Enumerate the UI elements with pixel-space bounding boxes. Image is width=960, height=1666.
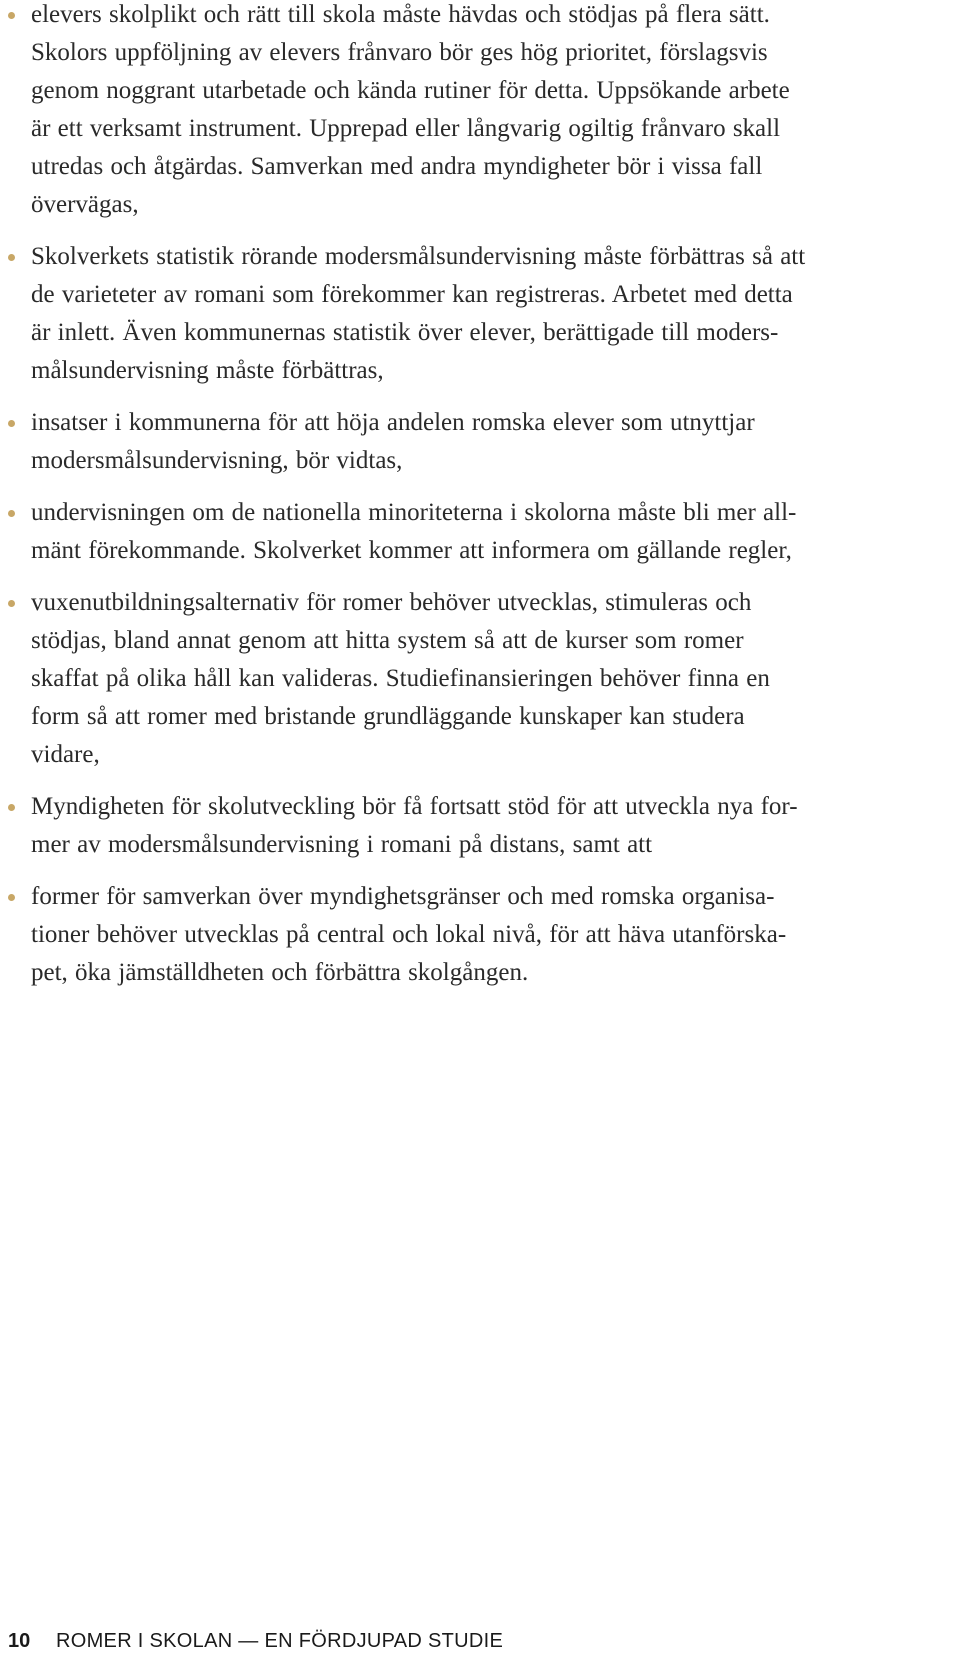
text-line: är inlett. Även kommunernas statistik över elever, berättigade till moders-	[31, 319, 779, 346]
text-line: form så att romer med bristande grundläggande kunskaper kan studera	[31, 703, 745, 730]
text-line: pet, öka jämställdheten och förbättra skolgången.	[31, 959, 529, 986]
text-line: Skolverkets statistik rörande modersmålsundervisning måste förbättras så att	[31, 243, 806, 270]
bullet-item	[8, 238, 918, 390]
bullet-dot-icon	[8, 600, 15, 607]
bullet-item	[8, 878, 918, 992]
bullet-dot-icon	[8, 804, 15, 811]
text-line: modersmålsundervisning, bör vidtas,	[31, 447, 403, 474]
text-line: Skolors uppföljning av elevers frånvaro bör ges hög prioritet, förslagsvis	[31, 39, 768, 66]
text-line: vuxenutbildningsalternativ för romer behöver utvecklas, stimuleras och	[31, 589, 752, 616]
text-line: övervägas,	[31, 191, 139, 218]
bullet-item	[8, 0, 918, 224]
text-line: vidare,	[31, 741, 100, 768]
bullet-dot-icon	[8, 420, 15, 427]
text-line: är ett verksamt instrument. Upprepad eller långvarig ogiltig frånvaro skall	[31, 115, 781, 142]
text-line: mänt förekommande. Skolverket kommer att informera om gällande regler,	[31, 537, 792, 564]
text-line: former för samverkan över myndighetsgränser och med romska organisa-	[31, 883, 775, 910]
bullet-list	[8, 0, 918, 1006]
text-line: de varieteter av romani som förekommer kan registreras. Arbetet med detta	[31, 281, 793, 308]
bullet-item	[8, 584, 918, 774]
text-line: Myndigheten för skolutveckling bör få fortsatt stöd för att utveckla nya for-	[31, 793, 798, 820]
text-line: utredas och åtgärdas. Samverkan med andra myndigheter bör i vissa fall	[31, 153, 763, 180]
text-line: undervisningen om de nationella minoriteterna i skolorna måste bli mer all-	[31, 499, 797, 526]
text-line: insatser i kommunerna för att höja andelen romska elever som utnyttjar	[31, 409, 755, 436]
bullet-dot-icon	[8, 894, 15, 901]
bullet-item	[8, 494, 918, 570]
text-line: mer av modersmålsundervisning i romani på distans, samt att	[31, 831, 653, 858]
text-line: stödjas, bland annat genom att hitta system så att de kurser som romer	[31, 627, 744, 654]
bullet-item	[8, 788, 918, 864]
page-footer	[8, 1630, 503, 1660]
running-title: ROMER I SKOLAN — EN FÖRDJUPAD STUDIE	[56, 1630, 504, 1652]
bullet-dot-icon	[8, 12, 15, 19]
bullet-dot-icon	[8, 254, 15, 261]
page-number: 10	[8, 1630, 31, 1652]
text-line: skaffat på olika håll kan valideras. Studiefinansieringen behöver finna en	[31, 665, 770, 692]
text-line: elevers skolplikt och rätt till skola måste hävdas och stödjas på flera sätt.	[31, 1, 770, 28]
bullet-item	[8, 404, 918, 480]
bullet-dot-icon	[8, 510, 15, 517]
text-line: tioner behöver utvecklas på central och lokal nivå, för att häva utanförska-	[31, 921, 787, 948]
text-line: målsundervisning måste förbättras,	[31, 357, 384, 384]
text-line: genom noggrant utarbetade och kända rutiner för detta. Uppsökande arbete	[31, 77, 790, 104]
